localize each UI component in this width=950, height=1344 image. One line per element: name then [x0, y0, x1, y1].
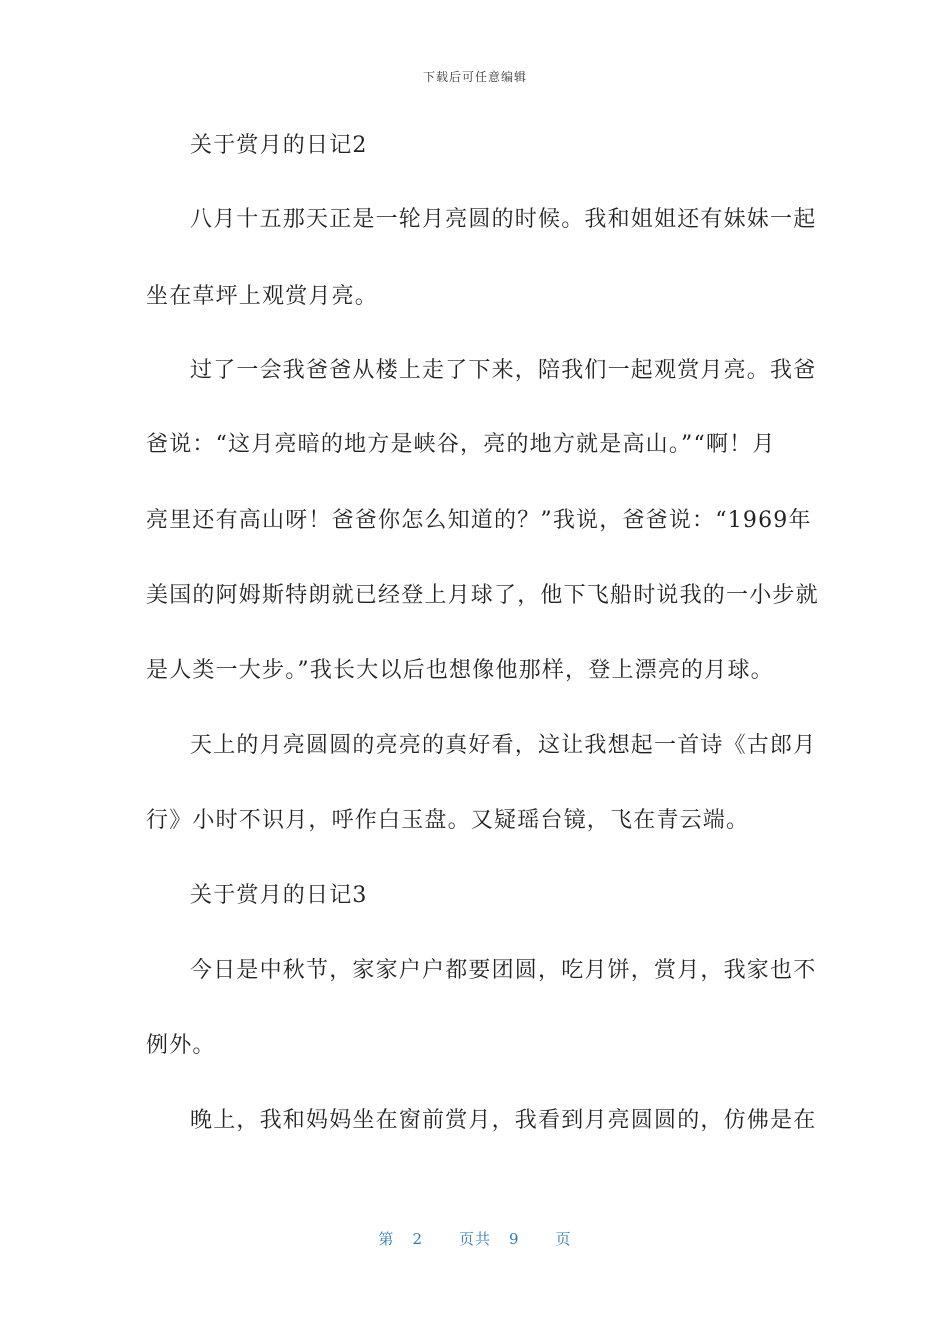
paragraph-line: 坐在草坪上观赏月亮。	[146, 284, 379, 309]
paragraph-line: 晚上，我和妈妈坐在窗前赏月，我看到月亮圆圆的，仿佛是在	[190, 1108, 817, 1133]
footer-prefix: 第	[378, 1230, 395, 1248]
paragraph-line: 美国的阿姆斯特朗就已经登上月球了，他下飞船时说我的一小步就	[146, 583, 819, 608]
total-pages-number: 9	[509, 1230, 520, 1248]
current-page-number: 2	[412, 1230, 423, 1248]
section-heading: 关于赏月的日记2	[190, 133, 368, 158]
paragraph-line: 天上的月亮圆圆的亮亮的真好看，这让我想起一首诗《古郎月	[190, 733, 817, 758]
paragraph-line: 八月十五那天正是一轮月亮圆的时候。我和姐姐还有妹妹一起	[190, 207, 817, 232]
footer-suffix: 页	[555, 1230, 572, 1248]
paragraph-line: 行》小时不识月，呼作白玉盘。又疑瑶台镜，飞在青云端。	[146, 808, 750, 833]
paragraph-line: 亮里还有高山呀！爸爸你怎么知道的？”我说，爸爸说：“1969年	[146, 508, 812, 533]
paragraph-line: 例外。	[146, 1033, 216, 1058]
header-note: 下载后可任意编辑	[422, 70, 527, 84]
paragraph-line: 是人类一大步。”我长大以后也想像他那样，登上漂亮的月球。	[146, 658, 774, 683]
paragraph-line: 爸说：“这月亮暗的地方是峡谷，亮的地方就是高山。”“啊！月	[146, 432, 776, 457]
paragraph-line: 今日是中秋节，家家户户都要团圆，吃月饼，赏月，我家也不	[190, 958, 817, 983]
page-footer	[0, 1228, 950, 1249]
paragraph-line: 过了一会我爸爸从楼上走了下来，陪我们一起观赏月亮。我爸	[190, 358, 817, 383]
footer-middle: 页共	[458, 1230, 491, 1248]
section-heading: 关于赏月的日记3	[190, 883, 368, 908]
